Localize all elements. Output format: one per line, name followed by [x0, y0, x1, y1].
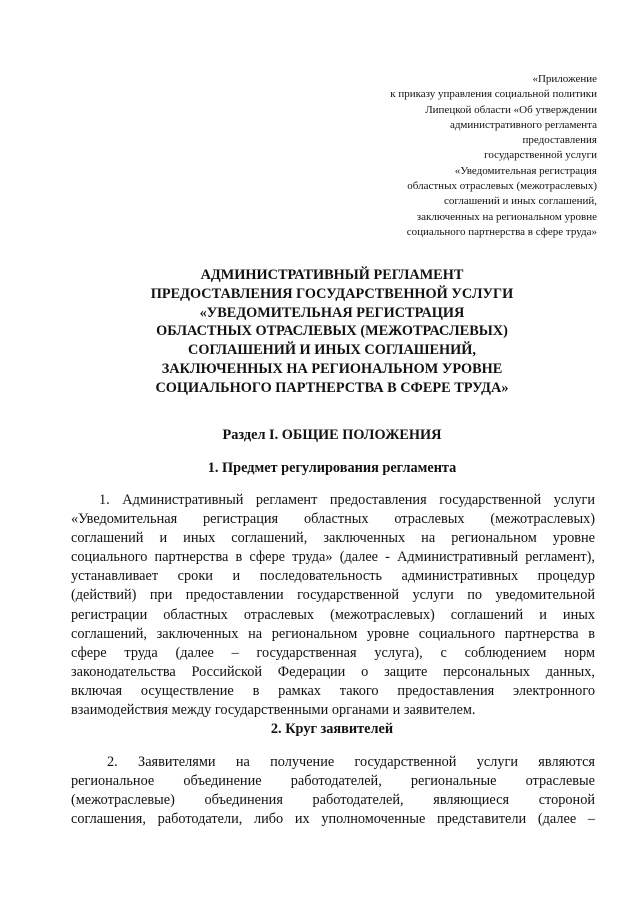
paragraph-line: «Уведомительная регистрация областных отраслевых (межотраслевых)	[71, 511, 595, 528]
appendix-line: заключенных на региональном уровне	[416, 210, 597, 223]
appendix-line: государственной услуги	[484, 149, 597, 162]
appendix-line: предоставления	[522, 134, 597, 147]
paragraph-line: 2. Заявителями на получение государственной услуги являются	[107, 754, 595, 770]
subsection-heading-subject: 1. Предмет регулирования регламента	[207, 460, 457, 476]
appendix-line: соглашений и иных соглашений,	[444, 195, 597, 208]
paragraph-line: устанавливает сроки и последовательность административных процедур	[71, 568, 595, 585]
appendix-note	[390, 72, 597, 240]
document-title	[0, 266, 640, 398]
subsection-heading-applicants: 2. Круг заявителей	[270, 721, 394, 737]
paragraph-line: соглашений, заключенных на региональном уровне социального партнерства в	[71, 625, 595, 642]
appendix-line: административного регламента	[449, 118, 597, 131]
title-line: СОЦИАЛЬНОГО ПАРТНЕРСТВА В СФЕРЕ ТРУДА»	[155, 379, 509, 396]
paragraph-line: сфере труда (далее – государственная услуга), с соблюдением норм	[71, 644, 595, 661]
paragraph-line: (действий) при предоставлении государственной услуги по уведомительной	[71, 587, 595, 604]
paragraph-2	[71, 753, 595, 829]
title-line: ОБЛАСТНЫХ ОТРАСЛЕВЫХ (МЕЖОТРАСЛЕВЫХ)	[156, 323, 508, 340]
paragraph-1	[71, 491, 595, 720]
appendix-line: «Приложение	[532, 73, 597, 85]
paragraph-line: соглашений и иных соглашений, заключенных на региональном уровне	[71, 530, 595, 547]
title-line: ПРЕДОСТАВЛЕНИЯ ГОСУДАРСТВЕННОЙ УСЛУГИ	[150, 285, 514, 302]
paragraph-line: взаимодействия между государственными органами и заявителем.	[71, 702, 476, 719]
paragraph-line: региональное объединение работодателей, региональные отраслевые	[71, 773, 595, 790]
paragraph-line: социального партнерства в сфере труда» (далее - Административный регламент),	[71, 549, 595, 566]
paragraph-line: 1. Административный регламент предоставления государственной услуги	[99, 492, 595, 508]
title-line: АДМИНИСТРАТИВНЫЙ РЕГЛАМЕНТ	[200, 267, 464, 283]
appendix-line: социального партнерства в сфере труда»	[406, 225, 597, 238]
appendix-line: «Уведомительная регистрация	[454, 164, 597, 177]
appendix-line: к приказу управления социальной политики	[390, 88, 597, 101]
title-line: ЗАКЛЮЧЕННЫХ НА РЕГИОНАЛЬНОМ УРОВНЕ	[161, 360, 503, 377]
paragraph-line: соглашения, работодатели, либо их уполномоченные представители (далее –	[71, 811, 595, 828]
paragraph-line: (межотраслевые) объединения работодателей, являющиеся стороной	[71, 792, 595, 809]
appendix-line: областных отраслевых (межотраслевых)	[407, 180, 597, 193]
title-line: «УВЕДОМИТЕЛЬНАЯ РЕГИСТРАЦИЯ	[199, 304, 465, 321]
appendix-line: Липецкой области «Об утверждении	[425, 103, 597, 116]
paragraph-line: законодательства Российской Федерации о защите персональных данных,	[71, 663, 595, 680]
title-line: СОГЛАШЕНИЙ И ИНЫХ СОГЛАШЕНИЙ,	[188, 342, 476, 359]
paragraph-line: включая осуществление в рамках такого предоставления электронного	[71, 682, 595, 699]
paragraph-line: регистрации областных отраслевых (межотраслевых) соглашений и иных	[71, 606, 595, 623]
section-heading: Раздел I. ОБЩИЕ ПОЛОЖЕНИЯ	[222, 427, 442, 443]
